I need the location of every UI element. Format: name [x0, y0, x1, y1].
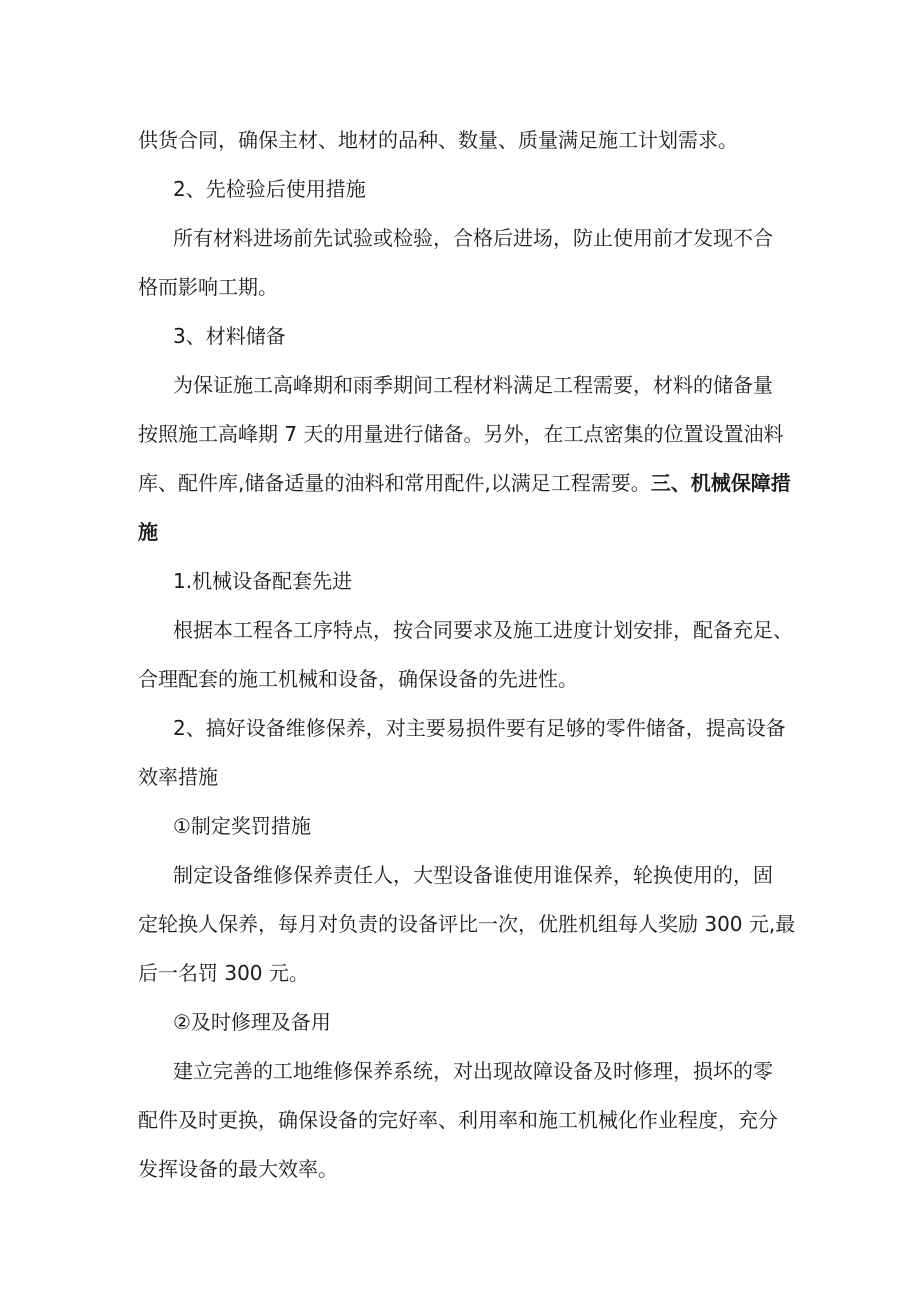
section-heading-continued: 效率措施: [138, 765, 218, 789]
paragraph-line: 所有材料进场前先试验或检验，合格后进场，防止使用前才发现不合: [173, 226, 773, 250]
paragraph-line: [138, 459, 798, 508]
paragraph-text: 库、配件库,储备适量的油料和常用配件,以满足工程需要。: [138, 471, 651, 495]
chapter-heading-continued: 施: [138, 520, 158, 544]
paragraph-line: 格而影响工期。: [138, 275, 278, 299]
paragraph-line: 制定设备维修保养责任人，大型设备谁使用谁保养，轮换使用的，固: [173, 863, 773, 887]
paragraph-line: 供货合同，确保主材、地材的品种、数量、质量满足施工计划需求。: [138, 128, 738, 152]
paragraph-line: 发挥设备的最大效率。: [138, 1157, 338, 1181]
paragraph-line: 后一名罚 300 元。: [138, 961, 309, 985]
paragraph-line: 配件及时更换，确保设备的完好率、利用率和施工机械化作业程度，充分: [138, 1108, 778, 1132]
paragraph-line: 建立完善的工地维修保养系统，对出现故障设备及时修理，损坏的零: [173, 1059, 773, 1083]
paragraph-line: 按照施工高峰期 7 天的用量进行储备。另外，在工点密集的位置设置油料: [138, 422, 784, 446]
subsection-heading: ②及时修理及备用: [173, 1010, 331, 1034]
section-heading: 1.机械设备配套先进: [173, 569, 353, 593]
section-heading: 2、先检验后使用措施: [173, 177, 366, 201]
paragraph-line: 定轮换人保养，每月对负责的设备评比一次，优胜机组每人奖励 300 元,最: [138, 912, 796, 936]
section-heading: 2、搞好设备维修保养，对主要易损件要有足够的零件储备，提高设备: [173, 716, 786, 740]
section-heading: 3、材料储备: [173, 324, 286, 348]
paragraph-line: 根据本工程各工序特点，按合同要求及施工进度计划安排，配备充足、: [173, 618, 793, 642]
chapter-heading: 三、机械保障措: [650, 471, 791, 495]
document-body: [138, 116, 798, 1194]
paragraph-line: 为保证施工高峰期和雨季期间工程材料满足工程需要，材料的储备量: [173, 373, 773, 397]
paragraph-line: 合理配套的施工机械和设备，确保设备的先进性。: [138, 667, 578, 691]
subsection-heading: ①制定奖罚措施: [173, 814, 311, 838]
